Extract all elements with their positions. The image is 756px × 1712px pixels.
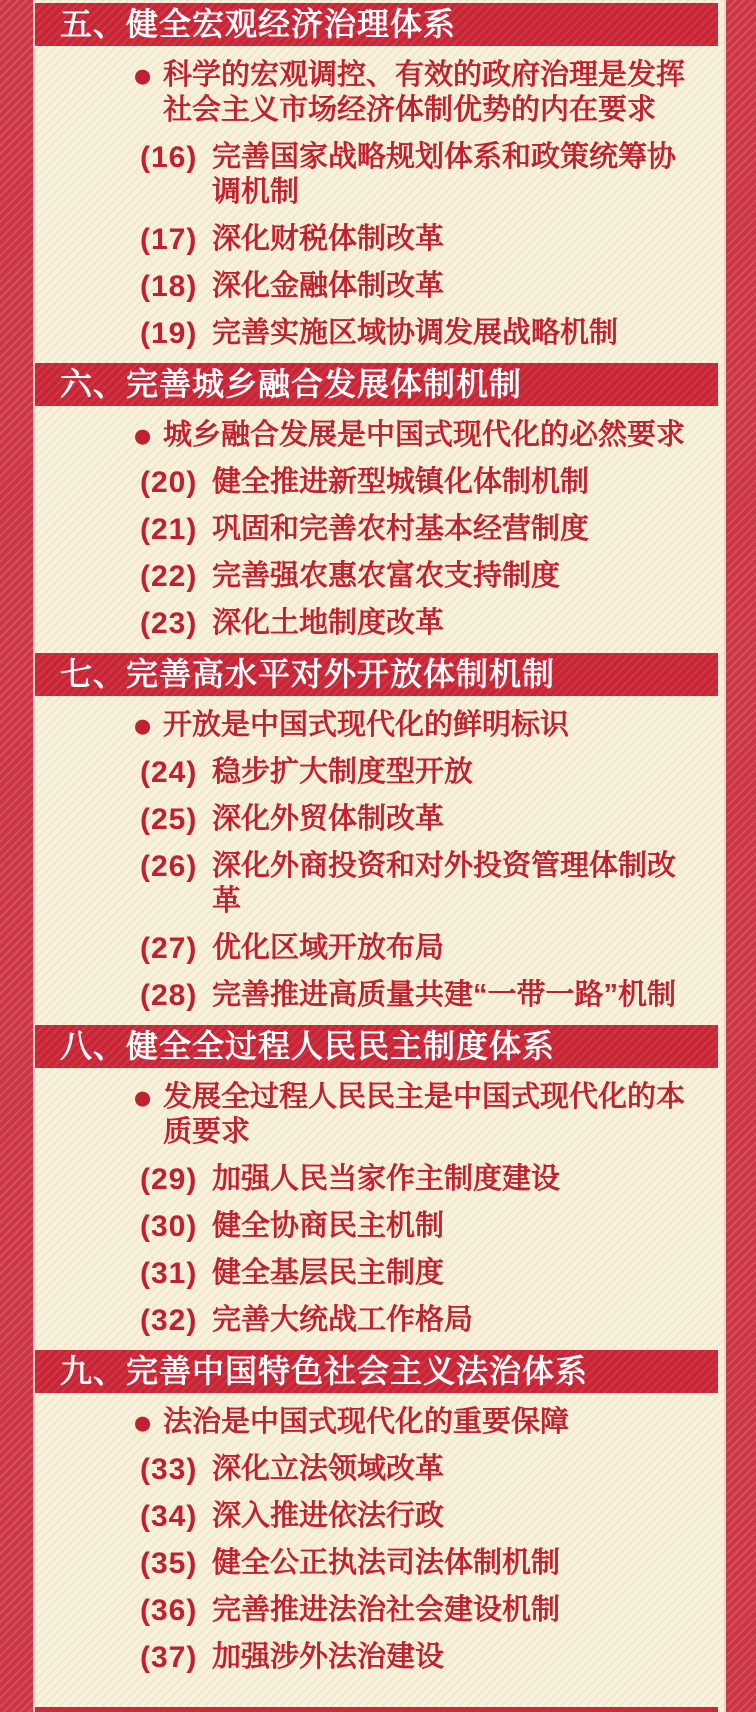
item-text: 健全协商民主机制 (212, 1210, 445, 1242)
policy-item (140, 849, 724, 919)
item-number: (29) (140, 1163, 198, 1196)
item-number: (34) (140, 1500, 198, 1533)
lead-bullet-text: 发展全过程人民民主是中国式现代化的本质要求 (163, 1081, 686, 1148)
policy-item (140, 1499, 724, 1534)
lead-bullet-text: 开放是中国式现代化的鲜明标识 (163, 709, 570, 741)
policy-item (140, 512, 724, 547)
item-text: 健全基层民主制度 (212, 1257, 445, 1289)
section-header-banner (35, 363, 718, 406)
item-number: (21) (140, 513, 198, 546)
policy-item-list (35, 465, 724, 641)
item-number: (28) (140, 979, 198, 1012)
item-text: 加强人民当家作主制度建设 (212, 1163, 561, 1195)
item-text: 健全推进新型城镇化体制机制 (212, 466, 590, 498)
bullet-dot-icon: ● (132, 1403, 154, 1442)
outline-section (35, 3, 724, 351)
policy-item (140, 1640, 724, 1675)
item-text: 深化金融体制改革 (212, 270, 445, 302)
item-text: 深化土地制度改革 (212, 607, 445, 639)
policy-item (140, 1256, 724, 1291)
item-number: (20) (140, 466, 198, 499)
section-title: 九、完善中国特色社会主义法治体系 (60, 1353, 589, 1389)
item-number: (36) (140, 1594, 198, 1627)
policy-item (140, 1452, 724, 1487)
item-number: (37) (140, 1641, 198, 1674)
item-text: 完善推进法治社会建设机制 (212, 1594, 561, 1626)
item-text: 深化外商投资和对外投资管理体制改革 (212, 850, 677, 917)
item-text: 完善大统战工作格局 (212, 1304, 474, 1336)
item-number: (19) (140, 317, 198, 350)
item-number: (16) (140, 141, 198, 174)
item-text: 健全公正执法司法体制机制 (212, 1547, 561, 1579)
policy-item (140, 1162, 724, 1197)
item-number: (18) (140, 270, 198, 303)
policy-item (140, 802, 724, 837)
policy-item (140, 606, 724, 641)
policy-item (140, 1209, 724, 1244)
item-text: 深化财税体制改革 (212, 223, 445, 255)
outline-section (35, 1350, 724, 1675)
policy-item-list (35, 1452, 724, 1675)
item-text: 完善国家战略规划体系和政策统筹协调机制 (212, 141, 677, 208)
item-text: 完善强农惠农富农支持制度 (212, 560, 561, 592)
lead-bullet-paragraph (132, 418, 724, 453)
item-number: (24) (140, 756, 198, 789)
bullet-dot-icon: ● (132, 706, 154, 745)
lead-bullet-text: 科学的宏观调控、有效的政府治理是发挥社会主义市场经济体制优势的内在要求 (163, 59, 686, 126)
policy-item (140, 222, 724, 257)
outline-section (35, 363, 724, 641)
item-text: 巩固和完善农村基本经营制度 (212, 513, 590, 545)
item-text: 优化区域开放布局 (212, 932, 445, 964)
policy-item (140, 1593, 724, 1628)
policy-item (140, 140, 724, 210)
next-section-banner-edge (35, 1707, 718, 1712)
bullet-dot-icon: ● (132, 56, 154, 95)
section-title: 八、健全全过程人民民主制度体系 (60, 1028, 556, 1064)
item-number: (27) (140, 932, 198, 965)
policy-item (140, 755, 724, 790)
policy-item (140, 559, 724, 594)
left-border-stripe (0, 0, 35, 1712)
item-text: 深化立法领域改革 (212, 1453, 445, 1485)
section-title: 七、完善高水平对外开放体制机制 (60, 656, 556, 692)
policy-item (140, 1546, 724, 1581)
bullet-dot-icon: ● (132, 1078, 154, 1117)
item-number: (35) (140, 1547, 198, 1580)
item-text: 加强涉外法治建设 (212, 1641, 445, 1673)
policy-item-list (35, 140, 724, 351)
item-number: (31) (140, 1257, 198, 1290)
item-number: (23) (140, 607, 198, 640)
policy-item (140, 465, 724, 500)
lead-bullet-paragraph (132, 58, 724, 128)
item-number: (32) (140, 1304, 198, 1337)
section-title: 六、完善城乡融合发展体制机制 (60, 366, 523, 402)
lead-bullet-text: 法治是中国式现代化的重要保障 (163, 1406, 570, 1438)
policy-item (140, 316, 724, 351)
bullet-dot-icon: ● (132, 416, 154, 455)
item-text: 完善实施区域协调发展战略机制 (212, 317, 619, 349)
policy-item (140, 931, 724, 966)
item-number: (22) (140, 560, 198, 593)
section-header-banner (35, 1350, 718, 1393)
policy-item-list (35, 755, 724, 1013)
section-header-banner (35, 1025, 718, 1068)
policy-item-list (35, 1162, 724, 1338)
section-header-banner (35, 653, 718, 696)
outline-section (35, 653, 724, 1013)
item-text: 深入推进依法行政 (212, 1500, 445, 1532)
item-number: (26) (140, 850, 198, 883)
policy-item (140, 1303, 724, 1338)
item-number: (25) (140, 803, 198, 836)
lead-bullet-paragraph (132, 708, 724, 743)
section-header-banner (35, 3, 718, 46)
outline-section (35, 1025, 724, 1338)
lead-bullet-paragraph (132, 1405, 724, 1440)
item-number: (17) (140, 223, 198, 256)
item-text: 稳步扩大制度型开放 (212, 756, 474, 788)
item-text: 深化外贸体制改革 (212, 803, 445, 835)
lead-bullet-text: 城乡融合发展是中国式现代化的必然要求 (163, 419, 686, 451)
policy-item (140, 269, 724, 304)
item-number: (33) (140, 1453, 198, 1486)
lead-bullet-paragraph (132, 1080, 724, 1150)
policy-item (140, 978, 724, 1013)
right-border-stripe (724, 0, 756, 1712)
item-number: (30) (140, 1210, 198, 1243)
outline-content (35, 0, 724, 1712)
section-title: 五、健全宏观经济治理体系 (60, 6, 457, 42)
item-text: 完善推进高质量共建“一带一路”机制 (212, 979, 677, 1011)
